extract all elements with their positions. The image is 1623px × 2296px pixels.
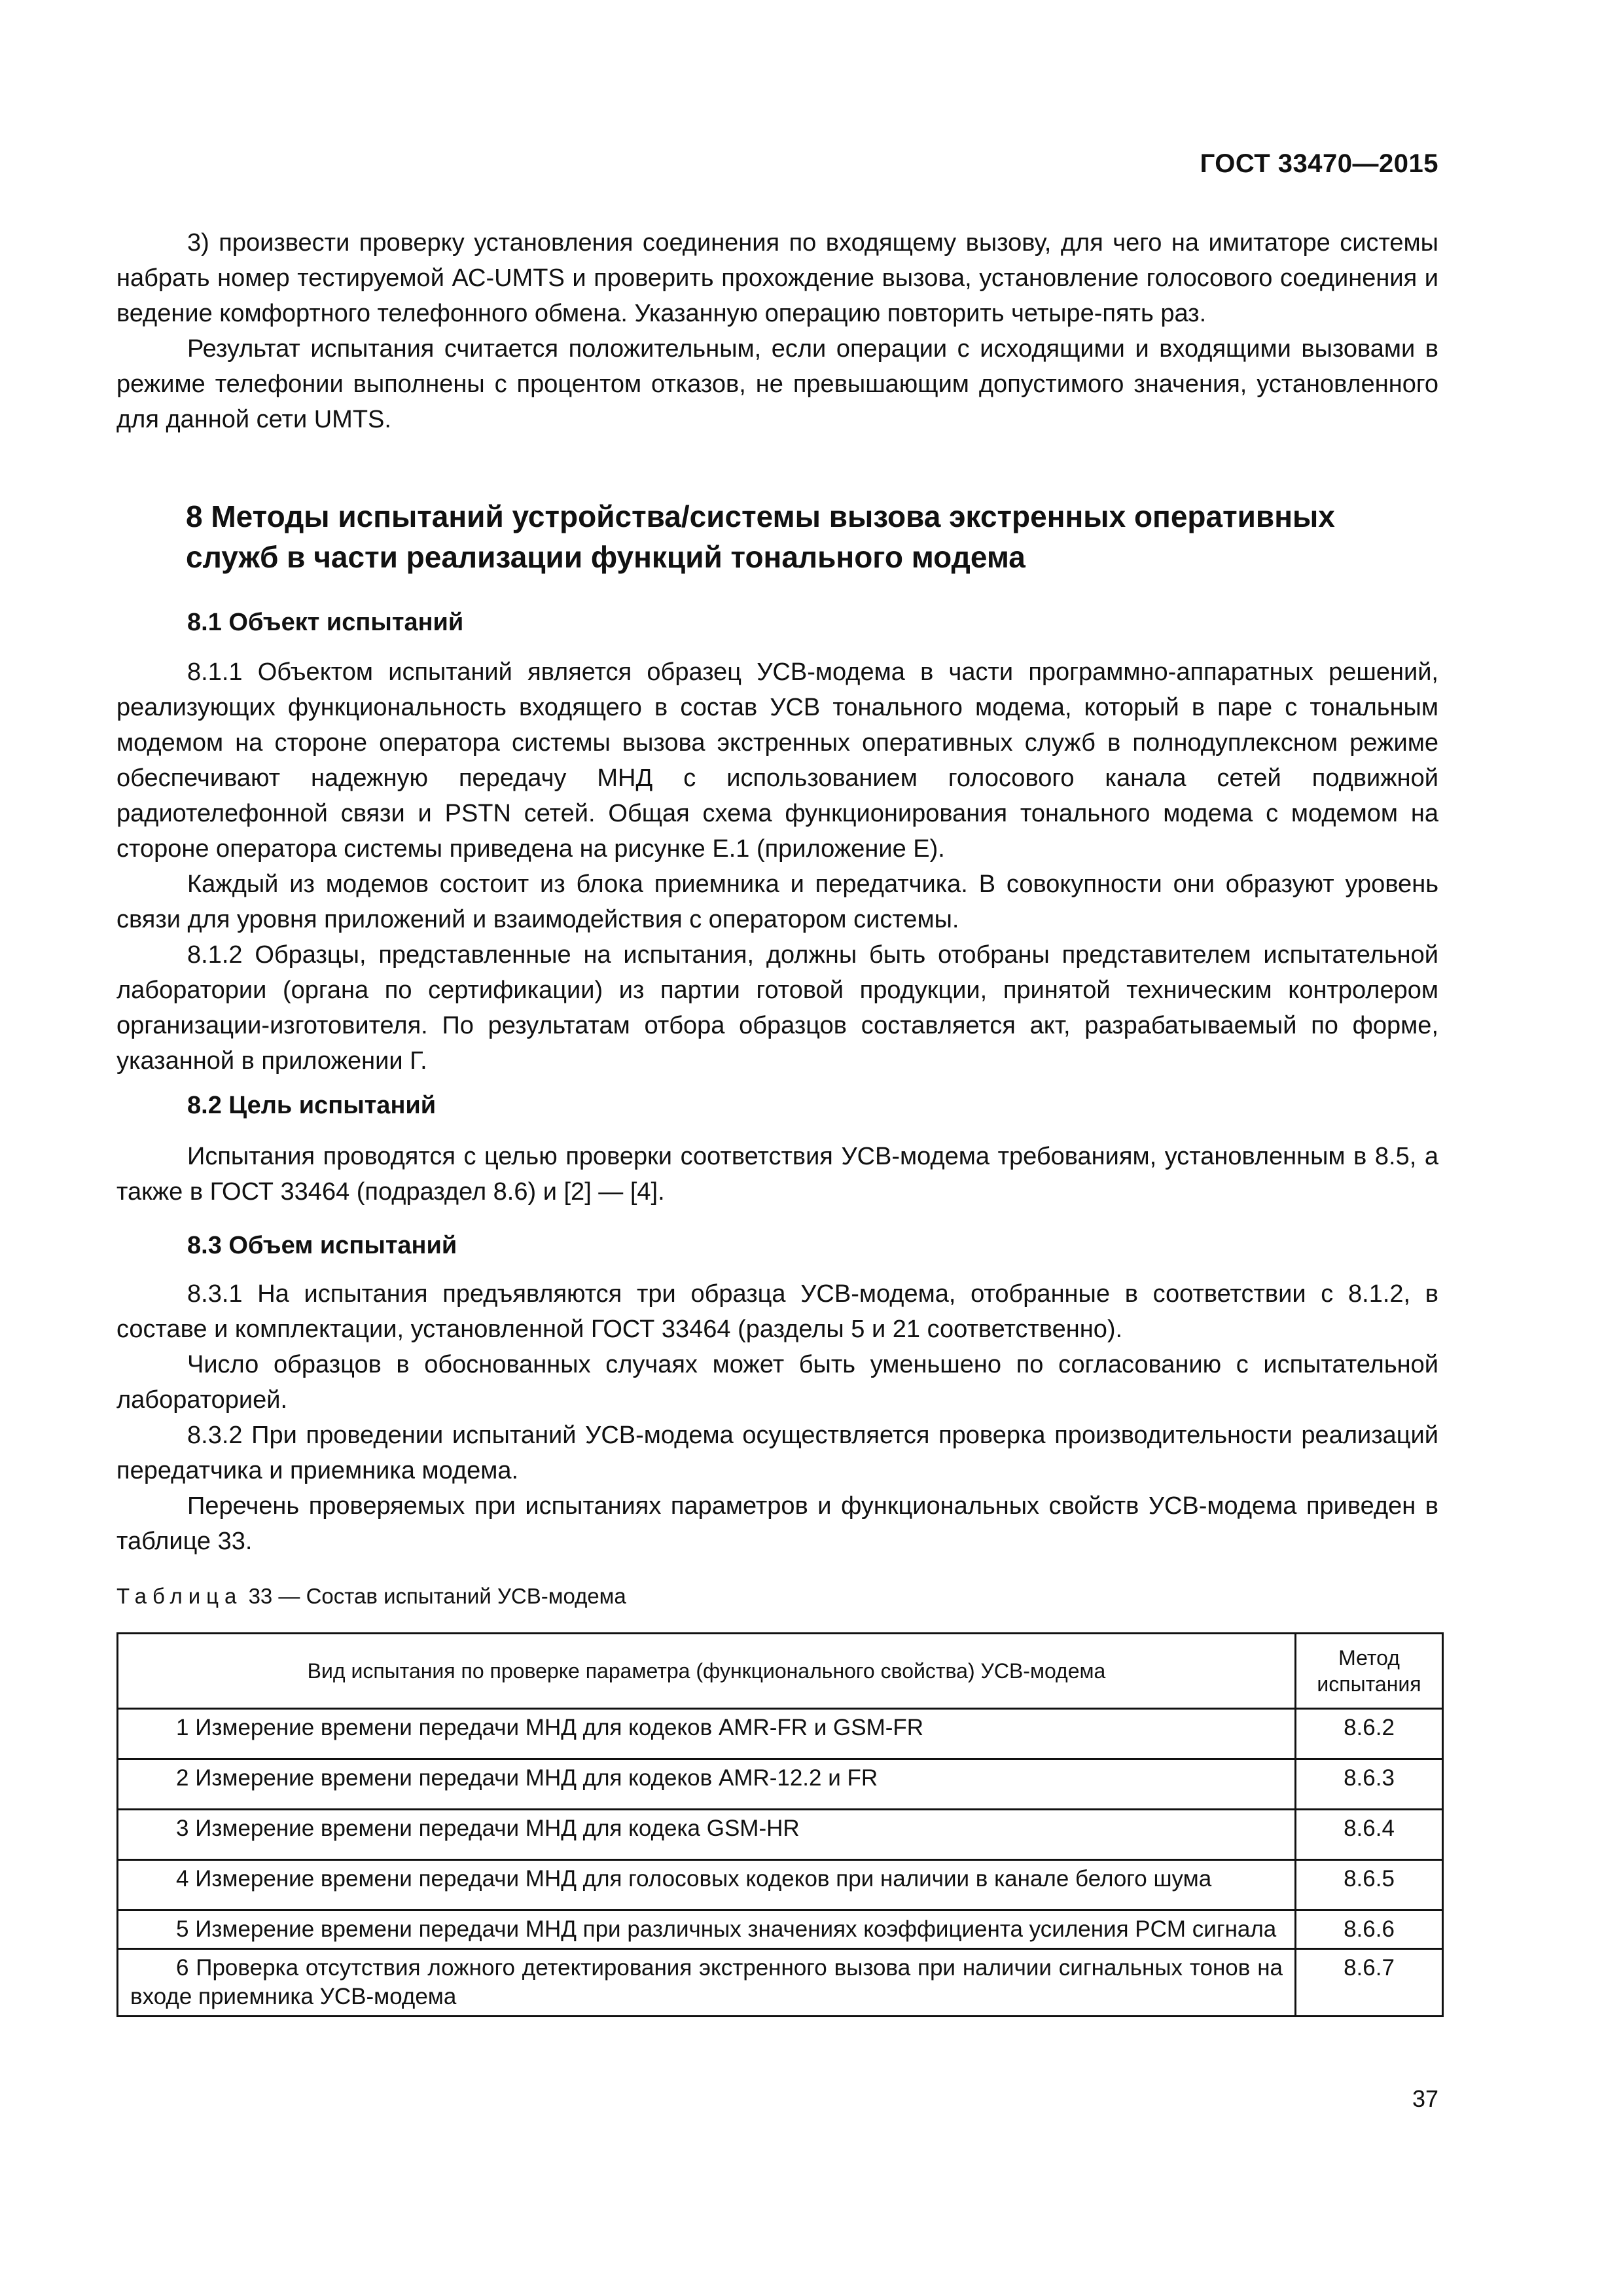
subsection-8-2-body [116, 1139, 1438, 1210]
table-row [118, 1759, 1443, 1810]
body-paragraph: Испытания проводятся с целью проверки соответствия УСВ-модема требованиям, установленным в 8.5, а также в ГОСТ 33464 (подраздел 8.6) и [2] — [4]. [116, 1143, 1438, 1206]
body-paragraph: 8.3.1 На испытания предъявляются три образца УСВ-модема, отобранные в соответствии с 8.1.2, в составе и комплектации, установленной ГОСТ 33464 (разделы 5 и 21 соответственно). [116, 1280, 1438, 1343]
document-code: ГОСТ 33470—2015 [1200, 149, 1438, 178]
test-name-cell: 3 Измерение времени передачи МНД для кодека GSM-HR [118, 1810, 1296, 1860]
body-paragraph: 8.3.2 При проведении испытаний УСВ-модема осуществляется проверка производительности реализаций передатчика и приемника модема. [116, 1422, 1438, 1484]
intro-paragraph: Результат испытания считается положительным, если операции с исходящими и входящими вызовами в режиме телефонии выполнены с процентом отказов, не превышающим допустимого значения, установленного для данной сети UMTS. [116, 335, 1438, 433]
header-method: Метод испытания [1296, 1634, 1443, 1709]
body-paragraph: 8.1.1 Объектом испытаний является образец УСВ-модема в части программно-аппаратных решений, реализующих функциональность входящего в состав УСВ тонального модема, который в паре с тональным модемом на стороне оператора системы вызова экстренных оперативных служб в полнодуплексном режиме обеспечивают надежную передачу МНД с использованием голосового канала сетей подвижной радиотелефонной связи и PSTN сетей. Общая схема функционирования тонального модема с модемом на стороне оператора системы приведена на рисунке Е.1 (приложение Е). [116, 658, 1438, 863]
table-row [118, 1949, 1443, 2017]
table-row [118, 1860, 1443, 1910]
method-cell: 8.6.2 [1296, 1709, 1443, 1759]
intro-paragraph: 3) произвести проверку установления соединения по входящему вызову, для чего на имитаторе системы набрать номер тестируемой АС-UMTS и проверить прохождение вызова, установление голосового соединения и ведение комфортного телефонного обмена. Указанную операцию повторить четыре-пять раз. [116, 229, 1438, 327]
subsection-8-1-body [116, 655, 1438, 1079]
subsection-heading-8-1: 8.1 Объект испытаний [187, 609, 464, 636]
body-paragraph: Перечень проверяемых при испытаниях параметров и функциональных свойств УСВ-модема приведен в таблице 33. [116, 1492, 1438, 1555]
table-caption-text: 33 — Состав испытаний УСВ-модема [248, 1584, 626, 1608]
tests-table [116, 1632, 1444, 2017]
intro-block [116, 225, 1438, 437]
table-row [118, 1709, 1443, 1759]
section-title: 8 Методы испытаний устройства/системы вызова экстренных оперативных служб в части реализации функций тонального модема [186, 499, 1335, 574]
method-cell: 8.6.6 [1296, 1910, 1443, 1949]
method-cell: 8.6.7 [1296, 1949, 1443, 2017]
table-row [118, 1810, 1443, 1860]
method-cell: 8.6.3 [1296, 1759, 1443, 1810]
page-number: 37 [1412, 2085, 1438, 2112]
method-cell: 8.6.5 [1296, 1860, 1443, 1910]
table-header-row [118, 1634, 1443, 1709]
test-name-cell: 1 Измерение времени передачи МНД для кодеков AMR-FR и GSM-FR [118, 1709, 1296, 1759]
method-cell: 8.6.4 [1296, 1810, 1443, 1860]
table-row [118, 1910, 1443, 1949]
test-name-cell: 4 Измерение времени передачи МНД для голосовых кодеков при наличии в канале белого шума [118, 1860, 1296, 1910]
subsection-heading-8-2: 8.2 Цель испытаний [187, 1092, 437, 1119]
subsection-heading-8-3: 8.3 Объем испытаний [187, 1232, 457, 1259]
body-paragraph: 8.1.2 Образцы, представленные на испытания, должны быть отобраны представителем испытательной лаборатории (органа по сертификации) из партии готовой продукции, принятой техническим контролером организации-изготовителя. По результатам отбора образцов составляется акт, разрабатываемый по форме, указанной в приложении Г. [116, 941, 1438, 1075]
table-caption [116, 1581, 626, 1611]
test-name-cell: 5 Измерение времени передачи МНД при различных значениях коэффициента усиления PCM сигнала [118, 1910, 1296, 1949]
subsection-8-3-body [116, 1276, 1438, 1559]
test-name-cell: 6 Проверка отсутствия ложного детектирования экстренного вызова при наличии сигнальных тонов на входе приемника УСВ-модема [118, 1949, 1296, 2017]
body-paragraph: Число образцов в обоснованных случаях может быть уменьшено по согласованию с испытательной лабораторией. [116, 1351, 1438, 1414]
table-caption-label: Таблица [116, 1584, 243, 1608]
header-test-name: Вид испытания по проверке параметра (функционального свойства) УСВ-модема [118, 1634, 1296, 1709]
body-paragraph: Каждый из модемов состоит из блока приемника и передатчика. В совокупности они образуют уровень связи для уровня приложений и взаимодействия с оператором системы. [116, 870, 1438, 933]
test-name-cell: 2 Измерение времени передачи МНД для кодеков AMR-12.2 и FR [118, 1759, 1296, 1810]
